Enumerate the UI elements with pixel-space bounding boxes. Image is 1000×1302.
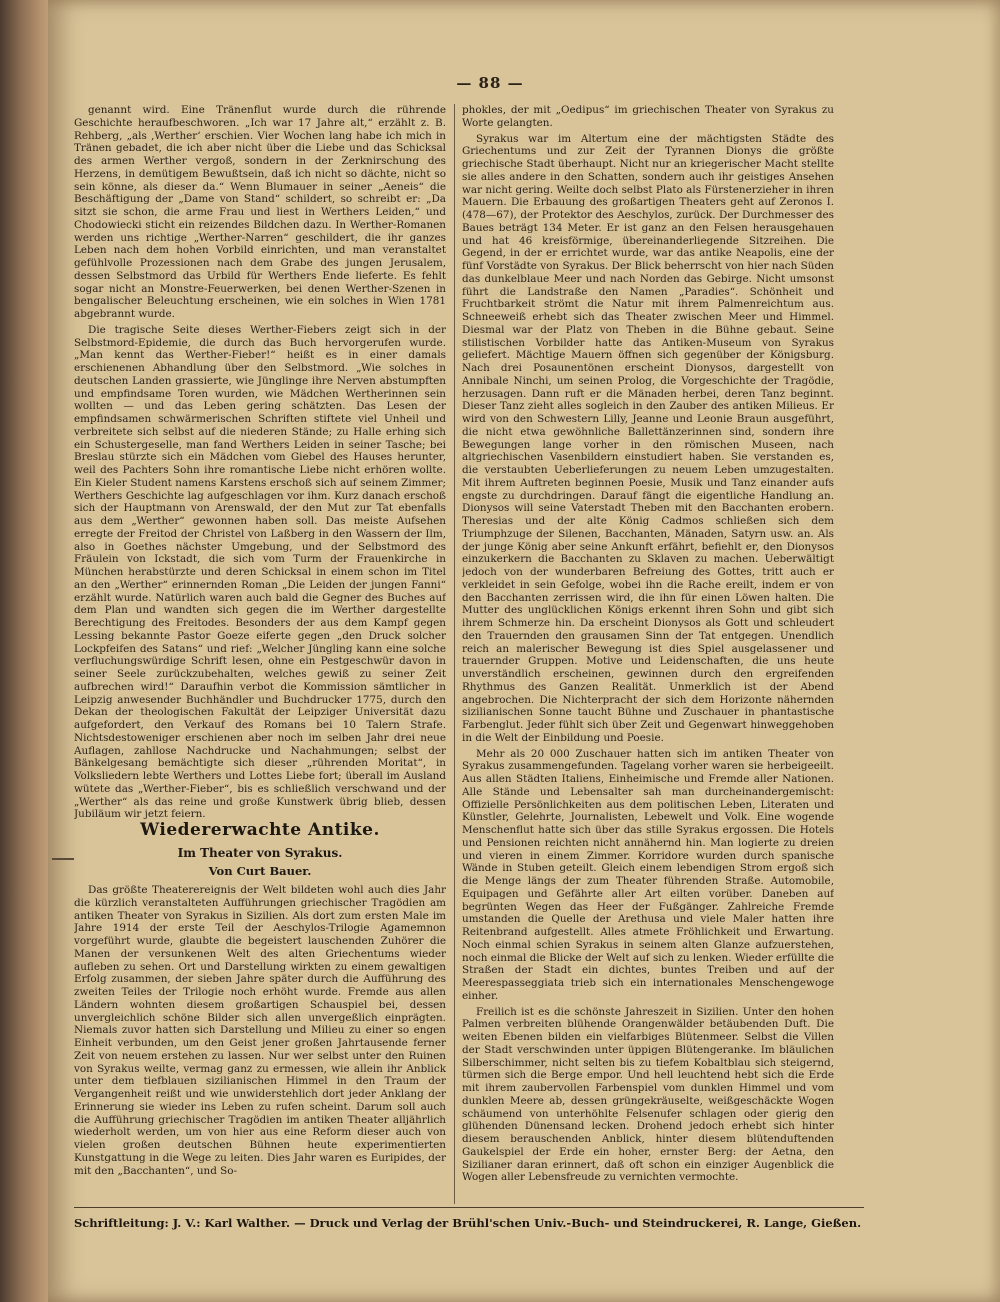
column-divider — [454, 104, 455, 1204]
right-paragraph-1: phokles, der mit „Oedipus“ im griechischen Theater von Syrakus zu Worte gelangten. — [462, 104, 834, 129]
right-paragraph-4: Freilich ist es die schönste Jahreszeit in Sizilien. Unter den hohen Palmen verbreiten blühende Orangenwälder betäubenden Duft. Die weiten Ebenen bilden ein vielfarbiges Blütenmeer. Selbst die Villen der Stadt verschwinden unter üppigen Blütengeranke. Im bläulichen Silberschimmer, nicht selten bis zu tiefem Kobaltblau sich steigernd, türmen sich die Berge empor. Und hell leuchtend hebt sich die Erde mit ihrem zaubervollen Farbenspiel vom dunklen Himmel und vom dunklen Meere ab, dessen grüngekräuselte, weißgeschäckte Wogen schäumend von unterhöhlte Felsenufer schlagen oder gierig den glühenden Dünensand lecken. Drohend jedoch erhebt sich hinter diesem berauschenden Anblick, hinter diesem blütenduftenden Gaukelspiel der Erde ein hoher, ernster Berg: der Aetna, den Sizilianer daran erinnert, daß oft schon ein einziger Augenblick die Wogen aller Lebensfreude zu vernichten vermochte. — [462, 1005, 834, 1184]
article-author: Von Curt Bauer. — [208, 864, 312, 878]
left-paragraph-2: Die tragische Seite dieses Werther-Fiebers zeigt sich in der Selbstmord-Epidemie, die durch das Buch hervorgerufen wurde. „Man kennt das Werther-Fieber!“ heißt es in einer damals erschienenen Abhandlung über den Selbstmord. „Wie solches in deutschen Landen grassierte, wie Jünglinge ihre Nerven abstumpften und empfindsame Toren wurden, wie Mädchen Wertherinnen sein wollten — und das Leben gering schätzten. Das Lesen der empfindsamen schwärmerischen Schriften stiftete viel Unheil und verbreitete sich selbst auf die niederen Stände; zu Halle erhing sich ein Schustergeselle, man fand Werthers Leiden in seiner Tasche; bei Breslau stürzte sich ein Mädchen vom Giebel des Hauses herunter, weil des Pachters Sohn ihre romantische Liebe nicht erhören wollte. Ein Kieler Student namens Karstens erschoß sich auf seinem Zimmer; Werthers Geschichte lag aufgeschlagen vor ihm. Kurz danach erschoß sich der Hauptmann von Arenswald, der den Mut zur Tat ebenfalls aus dem „Werther“ gewonnen haben soll. Das meiste Aufsehen erregte der Freitod der Christel von Laßberg in den Wassern der Ilm, also in Goethes nächster Umgebung, und der Selbstmord des Fräulein von Ickstadt, die sich vom Turm der Frauenkirche in München herabstürzte und deren Schicksal in einem schon im Titel an den „Werther“ erinnernden Roman „Die Leiden der jungen Fanni“ erzählt wurde. Natürlich waren auch bald die Gegner des Buches auf dem Plan und wandten sich gegen die im Werther dargestellte Berechtigung des Freitodes. Besonders der aus dem Kampf gegen Lessing bekannte Pastor Goeze eiferte gegen „den Druck solcher Lockpfeifen des Satans“ und rief: „Welcher Jüngling kann eine solche verfluchungswürdige Schrift lesen, ohne ein Pestgeschwür davon in seiner Seele zurückzubehalten, welches gewiß zu seiner Zeit aufbrechen wird!“ Daraufhin verbot die Kommission sämtlicher in Leipzig anwesender Buchhändler und Buchdrucker 1775, durch den Dekan der theologischen Fakultät der Leipziger Universität dazu aufgefordert, den Verkauf des Romans bei 10 Talern Strafe. Nichtsdestoweniger erschienen aber noch im selben Jahr drei neue Auflagen, zahllose Nachdrucke und Nachahmungen; selbst der Bänkelgesang bemächtigte sich dieser „rührenden Moritat“, in Volksliedern lebte Werthers und Lottes Liebe fort; überall im Ausland wütete das „Werther-Fieber“, bis es schließlich verschwand und der „Werther“ als das reine und große Kunstwerk übrig blieb, dessen Jubiläum wir jetzt feiern. — [74, 323, 446, 821]
article-header — [74, 820, 446, 878]
article-paragraph-1: Das größte Theaterereignis der Welt bildeten wohl auch dies Jahr die kürzlich veranstalteten Aufführungen griechischer Tragödien am antiken Theater von Syrakus in Sizilien. Als dort zum ersten Male im Jahre 1914 der erste Teil der Aeschylos-Trilogie Agamemnon vorgeführt wurde, glaubte die begeistert lauschenden Zuhörer die Manen der versunkenen Welt des alten Griechentums wieder aufleben zu sehen. Ort und Darstellung wirkten zu einem gewaltigen Erfolg zusammen, der sieben Jahre später durch die Aufführung des zweiten Teiles der Trilogie noch erhöht wurde. Fremde aus allen Ländern wohnten diesem großartigen Schauspiel bei, dessen unvergleichlich schöne Bilder sich allen unvergeßlich einprägten. Niemals zuvor hatten sich Darstellung und Milieu zu einer so engen Einheit verbunden, um den Geist jener großen Jahrtausende ferner Zeit von neuem erstehen zu lassen. Nur wer selbst unter den Ruinen von Syrakus weilte, vermag ganz zu ermessen, wie allein ihr Anblick unter dem tiefblauen sizilianischen Himmel in den Traum der Vergangenheit reißt und wie unwiderstehlich dort jeder Anklang der Erinnerung sie wieder ins Leben zu rufen scheint. Darum soll auch die Aufführung griechischer Tragödien im antiken Theater alljährlich wiederholt werden, um von hier aus eine Reform dieser auch von vielen großen deutschen Bühnen heute experimentierten Kunstgattung in die Wege zu leiten. Dies Jahr waren es Euripides, der mit den „Bacchanten“, und So- — [74, 884, 446, 1177]
footer-imprint: Schriftleitung: J. V.: Karl Walther. — Druck und Verlag der Brühl'schen Univ.-Buch- und Steindruckerei, R. Lange, Gießen. — [74, 1216, 862, 1230]
footer-rule — [74, 1207, 864, 1208]
article-title: Wiedererwachte Antike. — [140, 820, 380, 840]
article-subtitle: Im Theater von Syrakus. — [177, 846, 343, 860]
left-paragraph-1: genannt wird. Eine Tränenflut wurde durch die rührende Geschichte heraufbeschworen. „Ich war 17 Jahre alt,“ erzählt z. B. Rehberg, „als ‚Werther‘ erschien. Vier Wochen lang habe ich mich in Tränen gebadet, die ich aber nicht über die Liebe und das Schicksal des armen Werther vergoß, sondern in der Zerknirschung des Herzens, in demütigem Bewußtsein, daß ich nicht so dächte, nicht so sein könne, als dieser da.“ Wenn Blumauer in seiner „Aeneis“ die Beschäftigung der „Dame von Stand“ schildert, so schreibt er: „Da sitzt sie schon, die arme Frau und liest in Werthers Leiden,“ und Chodowiecki sticht ein reizendes Bildchen dazu. In Werther-Romanen werden uns richtige „Werther-Narren“ geschildert, die ihr ganzes Leben nach dem hohen Vorbild einrichten, und man veranstaltet gefühlvolle Prozessionen nach dem Grabe des jungen Jerusalem, dessen Selbstmord das Urbild für Werthers Ende lieferte. Es fehlt sogar nicht an Monstre-Feuerwerken, bei denen Werther-Szenen in bengalischer Beleuchtung erscheinen, wie ein solches in Wien 1781 abgebrannt wurde. — [74, 104, 446, 320]
right-paragraph-3: Mehr als 20 000 Zuschauer hatten sich im antiken Theater von Syrakus zusammengefunden. Tagelang vorher waren sie herbeigeeilt. Aus allen Städten Italiens, Einheimische und Fremde aller Nationen. Alle Stände und Lebensalter sah man durcheinandergemischt: Offizielle Persönlichkeiten aus dem politischen Leben, Literaten und Künstler, Gelehrte, Journalisten, Lebewelt und Volk. Eine wogende Menschenflut hatte sich über das stille Syrakus ergossen. Die Hotels und Pensionen reichten nicht annähernd hin. Man logierte zu dreien und vieren in einem Zimmer. Korridore wurden durch spanische Wände in Stuben geteilt. Gleich einem lebendigen Strom ergoß sich die Menge längs der zum Theater führenden Straße. Automobile, Equipagen und Gefährte aller Art eilten vorüber. Daneben auf begrünten Wegen das Heer der Fußgänger. Zahlreiche Fremde umstanden die Quelle der Arethusa und viele Maler hatten ihre Reitenbrand aufgestellt. Alles atmete Fröhlichkeit und Erwartung. Noch einmal schien Syrakus in seinem alten Glanze aufzuerstehen, noch einmal die Blicke der Welt auf sich zu lenken. Wieder erfüllte die Straßen der Stadt ein dichtes, buntes Treiben und auf der Meerespasseggiata trieb sich ein internationales Menschengewoge einher. — [462, 747, 834, 1002]
edge-mark — [52, 858, 74, 860]
right-paragraph-2: Syrakus war im Altertum eine der mächtigsten Städte des Griechentums und zur Zeit der Tyrannen Dionys die größte griechische Stadt überhaupt. Nicht nur an kriegerischer Macht stellte sie alles andere in den Schatten, sondern auch ihr geistiges Ansehen war nicht gering. Weilte doch selbst Plato als Fürstenerzieher in ihren Mauern. Die Erbauung des großartigen Theaters geht auf Zeronos I. (478—67), der Protektor des Aeschylos, zurück. Der Durchmesser des Baues beträgt 134 Meter. Er ist ganz an den Felsen herausgehauen und hat 46 kreisförmige, übereinanderliegende Sitzreihen. Die Gegend, in der er errichtet wurde, war das antike Neapolis, eine der fünf Vorstädte von Syrakus. Der Blick beherrscht von hier nach Süden das dunkelblaue Meer und nach Norden das Gebirge. Nicht umsonst führt die Landstraße den Namen „Paradies“. Schönheit und Fruchtbarkeit strömt die Natur mit ihrem Palmenreichtum aus. Schneeweiß erhebt sich das Theater zwischen Meer und Himmel. Diesmal war der Platz von Theben in die Bühne gebaut. Seine stilistischen Vorbilder hatte das Antiken-Museum von Syrakus geliefert. Mächtige Mauern öffnen sich gegenüber der Königsburg. Nach drei Posaunentönen erscheint Dionysos, dargestellt von Annibale Ninchi, um seinen Prolog, die Vorgeschichte der Tragödie, herzusagen. Dann ruft er die Mänaden herbei, deren Tanz beginnt. Dieser Tanz zieht alles sogleich in den Zauber des antiken Milieus. Er wird von den Schwestern Lilly, Jeanne und Leonie Braun ausgeführt, die nicht etwa gewöhnliche Ballettänzerinnen sind, sondern ihre Bewegungen lange vorher in den römischen Museen, nach altgriechischen Vasenbildern einstudiert haben. Sie verstanden es, die verstaubten Ueberlieferungen zu neuem Leben umzugestalten. Mit ihrem Auftreten beginnen Poesie, Musik und Tanz einander aufs engste zu durchdringen. Darauf fängt die eigentliche Handlung an. Dionysos will seine Vaterstadt Theben mit den Bacchanten erobern. Theresias und der alte König Cadmos schließen sich dem Triumphzuge der Silenen, Bacchanten, Mänaden, Satyrn usw. an. Als der junge König aber seine Ankunft erfährt, befiehlt er, den Dionysos einzukerkern die Bacchanten zu Sklaven zu machen. Ueberwältigt jedoch von der wunderbaren Befreiung des Gottes, tritt auch er verkleidet in sein Gefolge, wobei ihn die Rache ereilt, indem er von den Bacchanten zerrissen wird, die ihn für einen Löwen halten. Die Mutter des unglücklichen Königs erkennt ihren Sohn und gibt sich ihrem Schmerze hin. Da erscheint Dionysos als Gott und schleudert den Trauernden den grausamen Sinn der Tat entgegen. Unendlich reich an malerischer Bewegung ist dies Spiel ausgelassener und trauernder Gruppen. Motive und Leidenschaften, die uns heute unverständlich erscheinen, gewinnen durch den ergreifenden Rhythmus des Ganzen Realität. Unmerklich ist der Abend angebrochen. Die Nichterpracht der sich dem Horizonte nähernden sizilianischen Sonne taucht Bühne und Zuschauer in phantastische Farbenglut. Jeder fühlt sich über Zeit und Gegenwart hinweggehoben in die Welt der Einbildung und Poesie. — [462, 132, 834, 744]
right-column — [462, 104, 834, 1200]
page-number: — 88 — — [456, 74, 524, 92]
left-lower-column — [74, 884, 446, 1202]
left-column — [74, 104, 446, 880]
